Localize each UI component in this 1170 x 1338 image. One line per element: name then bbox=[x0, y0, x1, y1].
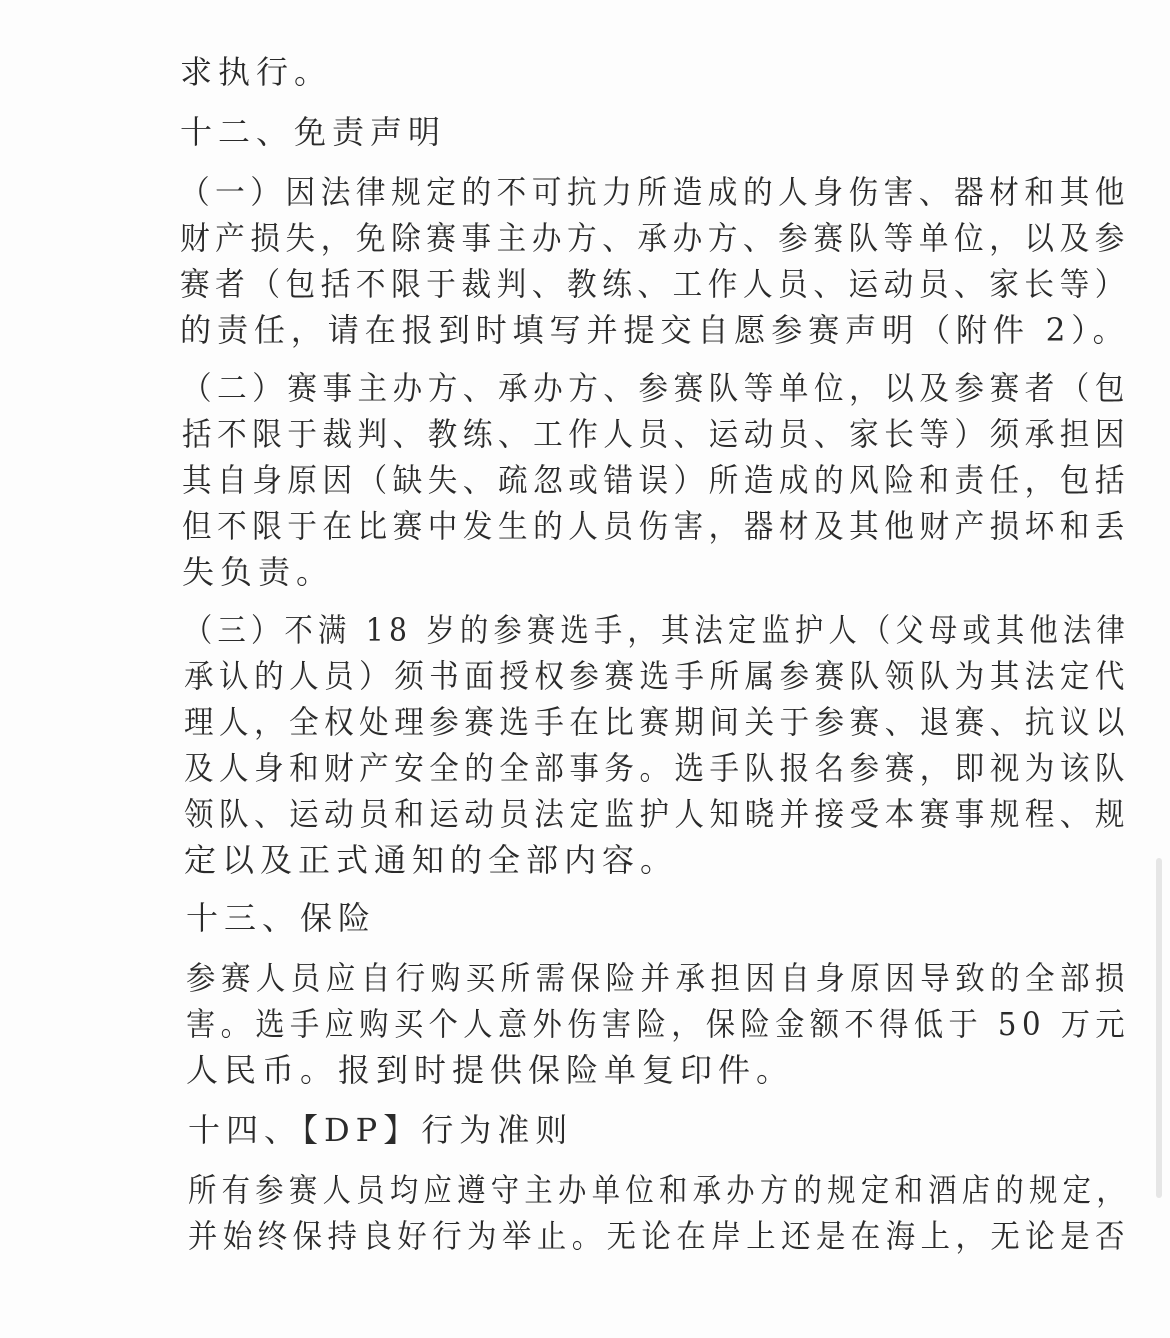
text-line: 理人，全权处理参赛选手在比赛期间关于参赛、退赛、抗议以 bbox=[184, 703, 1130, 741]
section-heading: 十二、免责声明 bbox=[180, 113, 447, 151]
text-line: 赛者（包括不限于裁判、教练、工作人员、运动员、家长等） bbox=[180, 265, 1130, 303]
text-line: 其自身原因（缺失、疏忽或错误）所造成的风险和责任，包括 bbox=[182, 461, 1131, 499]
text-line: 承认的人员）须书面授权参赛选手所属参赛队领队为其法定代 bbox=[184, 657, 1130, 695]
text-line: 及人身和财产安全的全部事务。选手队报名参赛，即视为该队 bbox=[184, 749, 1130, 787]
text-line: 人民币。报到时提供保险单复印件。 bbox=[186, 1051, 795, 1089]
scrollbar[interactable] bbox=[1156, 858, 1162, 1198]
text-line: （二）赛事主办方、承办方、参赛队等单位，以及参赛者（包 bbox=[182, 369, 1131, 407]
text-line: 失负责。 bbox=[182, 553, 335, 591]
text-line: 但不限于在比赛中发生的人员伤害，器材及其他财产损坏和丢 bbox=[182, 507, 1131, 545]
text-line: 括不限于裁判、教练、工作人员、运动员、家长等）须承担因 bbox=[182, 415, 1131, 453]
text-line: 领队、运动员和运动员法定监护人知晓并接受本赛事规程、规 bbox=[184, 795, 1130, 833]
text-line: 求执行。 bbox=[180, 53, 333, 91]
text-line: 定以及正式通知的全部内容。 bbox=[184, 841, 679, 879]
text-line: 害。选手应购买个人意外伤害险，保险金额不得低于 50 万元 bbox=[186, 1005, 1131, 1043]
section-heading: 十三、保险 bbox=[186, 899, 377, 937]
text-line: 参赛人员应自行购买所需保险并承担因自身原因导致的全部损 bbox=[186, 959, 1131, 997]
text-line: 所有参赛人员均应遵守主办单位和承办方的规定和酒店的规定， bbox=[188, 1171, 1130, 1209]
section-heading: 十四、【DP】行为准则 bbox=[188, 1111, 574, 1149]
text-line: 财产损失，免除赛事主办方、承办方、参赛队等单位，以及参 bbox=[180, 219, 1130, 257]
text-line: （一）因法律规定的不可抗力所造成的人身伤害、器材和其他 bbox=[180, 173, 1130, 211]
text-line: 并始终保持良好行为举止。无论在岸上还是在海上，无论是否 bbox=[188, 1217, 1130, 1255]
text-line: （三）不满 18 岁的参赛选手，其法定监护人（父母或其他法律 bbox=[184, 611, 1131, 649]
text-line: 的责任，请在报到时填写并提交自愿参赛声明（附件 2）。 bbox=[180, 311, 1130, 349]
